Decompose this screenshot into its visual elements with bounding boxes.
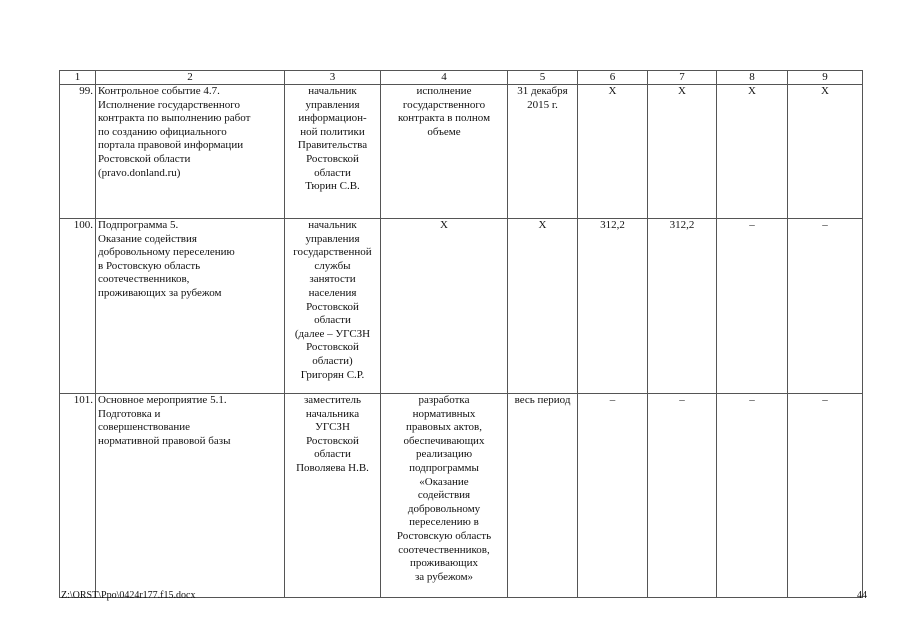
term	[508, 85, 578, 219]
cell-line: Ростовской	[306, 434, 359, 447]
column-number-5: 5	[508, 71, 578, 85]
value-c6: 312,2	[578, 219, 648, 394]
cell-line: 31 декабря	[517, 85, 568, 97]
cell-line: Ростовскую область	[396, 529, 492, 542]
file-path: Z:\ORST\Ppo\0424r177.f15.docx	[61, 590, 196, 601]
cell-line: государственного	[402, 98, 486, 111]
cell-line: Ростовской	[306, 152, 359, 165]
cell-line: нормативной правовой базы	[98, 434, 231, 447]
cell-line: (далее – УГСЗН	[294, 327, 371, 340]
cell-line: области	[314, 166, 351, 179]
cell-line: Ростовской области	[98, 152, 191, 165]
cell-line: переселению в	[409, 516, 479, 529]
cell-line: добровольному	[407, 502, 481, 515]
value-c9: –	[788, 394, 863, 598]
term	[508, 219, 578, 394]
cell-line: по созданию официального	[98, 125, 227, 138]
cell-line: начальник	[308, 219, 357, 231]
cell-line: Поволяева Н.В.	[296, 461, 369, 474]
cell-line: портала правовой информации	[98, 139, 244, 152]
cell-line: Григорян С.Р.	[300, 368, 365, 381]
value-c8: Х	[717, 85, 788, 219]
row-number: 101.	[60, 394, 96, 598]
cell-line: области	[314, 448, 351, 461]
column-number-4: 4	[381, 71, 508, 85]
cell-line: заместитель	[303, 394, 362, 406]
cell-line: Подпрограмма 5.	[98, 219, 179, 231]
cell-line: обеспечивающих	[403, 434, 485, 447]
row-number: 100.	[60, 219, 96, 394]
responsible-person	[285, 219, 381, 394]
cell-line: службы	[314, 259, 351, 272]
column-number-9: 9	[788, 71, 863, 85]
row-number: 99.	[60, 85, 96, 219]
cell-line: ной политики	[300, 125, 365, 138]
value-c7: 312,2	[648, 219, 717, 394]
cell-line: разработка	[418, 394, 470, 406]
cell-line: правовых актов,	[406, 421, 482, 434]
cell-line: 2015 г.	[527, 98, 558, 111]
cell-line: соотечественников,	[398, 543, 490, 556]
cell-line: начальника	[305, 407, 360, 420]
cell-line: подпрограммы	[409, 461, 479, 474]
event-name	[96, 85, 285, 219]
cell-line: объеме	[427, 125, 461, 138]
table-row	[60, 85, 863, 219]
page-number: 44	[857, 590, 867, 601]
plan-table	[59, 70, 863, 598]
value-c7: Х	[648, 85, 717, 219]
cell-line: контракта в полном	[397, 112, 491, 125]
cell-line: Контрольное событие 4.7.	[98, 85, 220, 97]
column-number-1: 1	[60, 71, 96, 85]
cell-line: в Ростовскую область	[98, 259, 201, 272]
cell-line: Тюрин С.В.	[305, 180, 360, 193]
cell-line: Основное мероприятие 5.1.	[98, 394, 227, 406]
cell-line: государственной	[293, 246, 372, 259]
column-number-2: 2	[96, 71, 285, 85]
value-c9: Х	[788, 85, 863, 219]
cell-line: соотечественников,	[98, 273, 190, 286]
cell-line: Ростовской	[306, 300, 359, 313]
value-c8: –	[717, 219, 788, 394]
cell-line: начальник	[308, 85, 357, 97]
cell-line: «Оказание	[419, 475, 469, 488]
cell-line: Ростовской	[306, 341, 359, 354]
column-number-8: 8	[717, 71, 788, 85]
cell-line: за рубежом»	[414, 570, 474, 583]
cell-line: проживающих	[409, 557, 479, 570]
expected-result	[381, 85, 508, 219]
cell-line: области	[314, 314, 351, 327]
expected-result	[381, 219, 508, 394]
cell-line: добровольному переселению	[98, 246, 235, 259]
cell-line: Х	[440, 219, 448, 231]
cell-line: управления	[305, 232, 360, 245]
cell-line: совершенствование	[98, 421, 191, 434]
cell-line: Оказание содействия	[98, 232, 197, 245]
column-number-6: 6	[578, 71, 648, 85]
responsible-person	[285, 394, 381, 598]
cell-line: (pravo.donland.ru)	[98, 166, 181, 179]
cell-line: исполнение	[416, 85, 472, 97]
cell-line: содействия	[417, 489, 471, 502]
value-c8: –	[717, 394, 788, 598]
table-row	[60, 394, 863, 598]
cell-line: УГСЗН	[315, 421, 350, 434]
table-row	[60, 219, 863, 394]
cell-line: весь период	[514, 394, 571, 406]
cell-line: Правительства	[297, 139, 368, 152]
column-number-3: 3	[285, 71, 381, 85]
cell-line: информацион-	[298, 112, 367, 125]
value-c6: Х	[578, 85, 648, 219]
value-c6: –	[578, 394, 648, 598]
cell-line: управления	[305, 98, 360, 111]
cell-line: нормативных	[412, 407, 476, 420]
cell-line: области)	[312, 354, 353, 367]
value-c7: –	[648, 394, 717, 598]
column-number-7: 7	[648, 71, 717, 85]
cell-line: занятости	[309, 273, 356, 286]
event-name	[96, 394, 285, 598]
expected-result	[381, 394, 508, 598]
term	[508, 394, 578, 598]
column-number-row	[60, 71, 863, 85]
value-c9: –	[788, 219, 863, 394]
cell-line: Х	[538, 219, 547, 231]
cell-line: Подготовка и	[98, 407, 161, 420]
responsible-person	[285, 85, 381, 219]
cell-line: Исполнение государственного	[98, 98, 240, 111]
cell-line: контракта по выполнению работ	[98, 112, 251, 125]
cell-line: реализацию	[415, 448, 473, 461]
cell-line: населения	[308, 286, 357, 299]
event-name	[96, 219, 285, 394]
cell-line: проживающих за рубежом	[98, 286, 222, 299]
